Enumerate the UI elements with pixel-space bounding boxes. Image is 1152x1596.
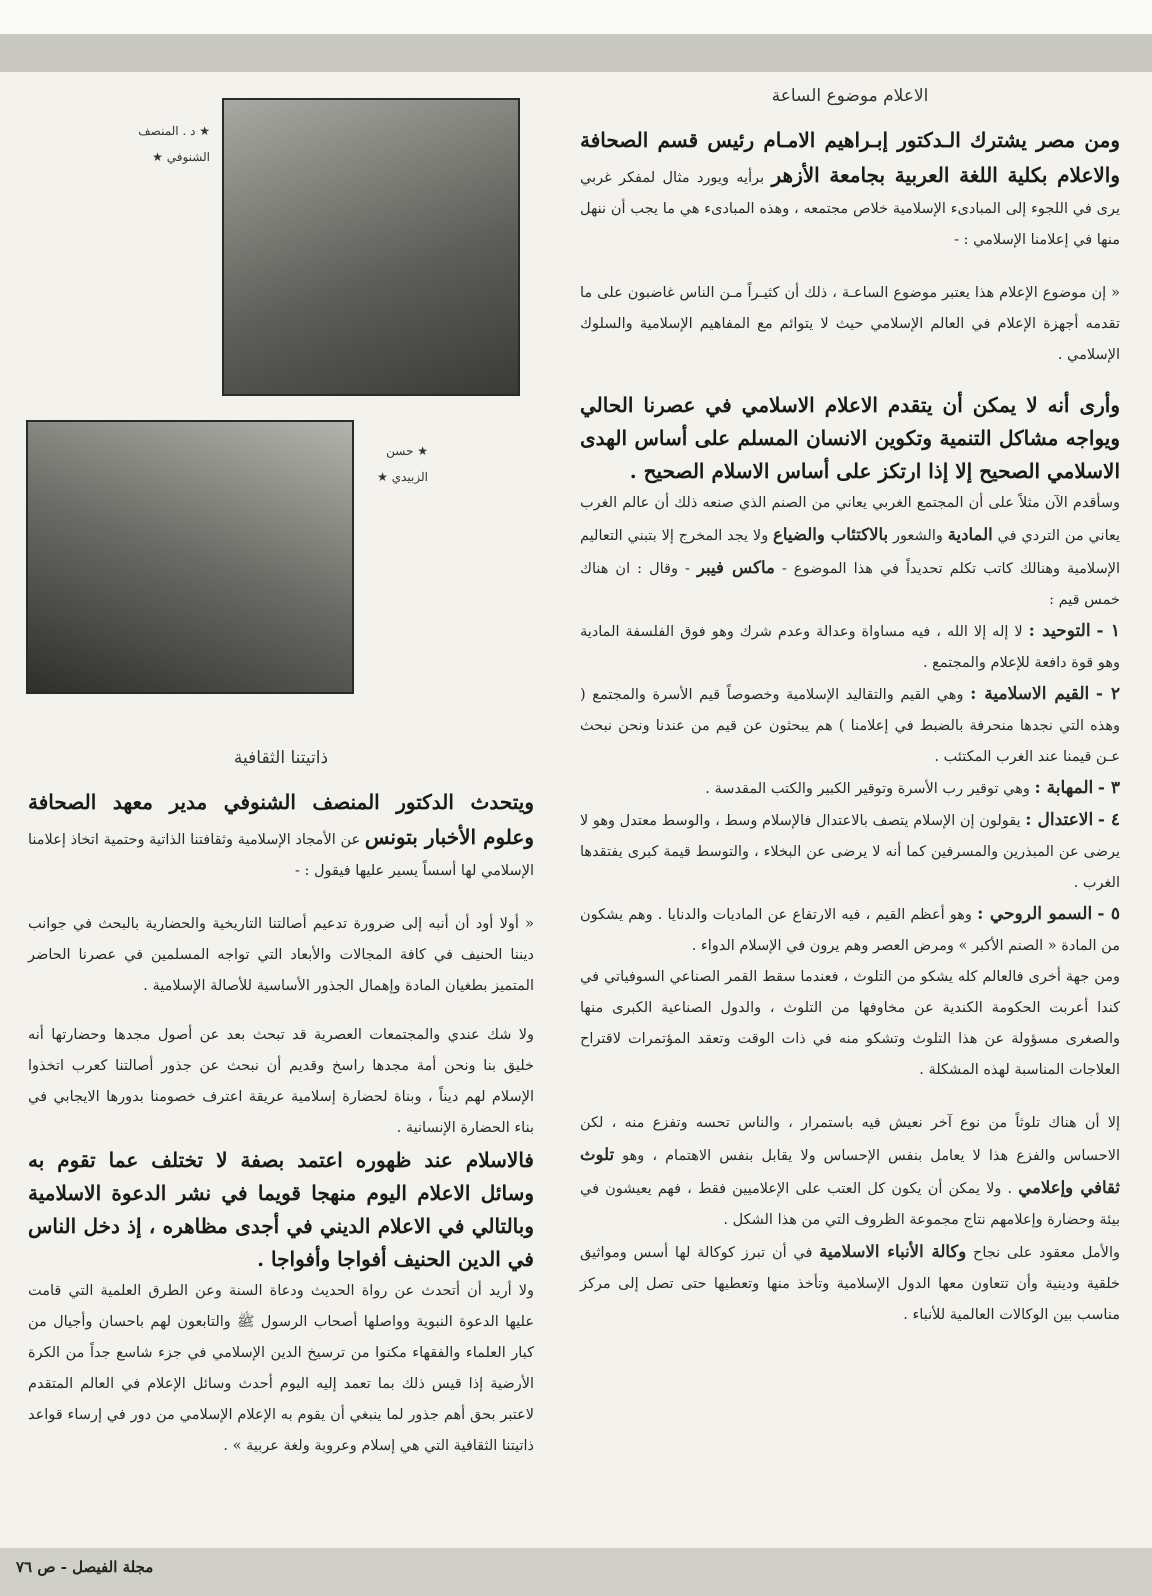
intro-paragraph bbox=[580, 124, 1120, 256]
caption-line: الزبيدي ★ bbox=[377, 470, 428, 484]
heritage-paragraph: ولا شك عندي والمجتمعات العصرية قد تبحث بعد عن أصول مجدها وحضارتها أنه خليق بنا ونحن أمة مجدها راسخ وقديم أن نبحث عن جذور أصالتنا كعرب اتخذوا الإسلام لهم ديناً ، وبناة لحضارة إسلامية عريقة اعترف خصومنا بدورها الايجابي في بناء الحضارة الإنسانية . bbox=[28, 1027, 534, 1136]
page-footer: مجلة الفيصل - ص ٧٦ bbox=[16, 1558, 154, 1576]
list-item bbox=[580, 679, 1120, 773]
bold-term: ماكس فيبر bbox=[696, 558, 775, 577]
portrait-photo-zubaidi bbox=[26, 420, 354, 694]
photo-caption-shanoufi bbox=[120, 118, 210, 170]
caption-line: ★ د . المنصف bbox=[138, 124, 210, 138]
item-number: ٣ - bbox=[1097, 778, 1120, 798]
news-agency-paragraph bbox=[580, 1236, 1120, 1331]
lead-text: ويتحدث الدكتور المنصف الشنوفي مدير معهد الصحافة وعلوم الأخبار بتونس bbox=[28, 790, 535, 849]
text-run: إلا أن هناك تلوثاً من نوع آخر نعيش فيه باستمرار ، والناس تحسه وتفزع منه ، لكن الاحساس والفزع هذا لا يعامل بنفس الإحساس ولا يقابل بنفس الاهتمام ، وهو bbox=[580, 1115, 1120, 1164]
item-key: القيم الاسلامية : bbox=[970, 684, 1090, 704]
text-run: والأمل معقود على نجاح bbox=[972, 1245, 1120, 1261]
photo-caption-zubaidi bbox=[358, 438, 428, 490]
closing-paragraph: ولا أريد أن أتحدث عن رواة الحديث ودعاة السنة وعن الطرق العلمية التي قامت عليها الدعوة النبوية وواصلها أصحاب الرسول ﷺ والتابعون لهم باحسان وأجيال من كبار العلماء والفقهاء مكنوا من ترسيخ الدين الإسلامي في جزء شاسع جداً من الكرة الأرضية إذا قيس ذلك بما تعمد إليه اليوم أحدث وسائل الإعلام في العالم المتقدم لاعتبر بحق أهم جذور لما ينبغي أن يقوم به الإعلام الإسلامي من دور في إرساء قواعد ذاتيتنا الثقافية التي هي إسلام وعروبة ولغة عربية » . bbox=[28, 1283, 534, 1454]
text-run: في أن تبرز كوكالة لها أسس ومواثيق خلقية ودينية وأن تتعاون معها الدول الإسلامية وتأخذ منها وتعطيها حتى تصل إلى مركز مناسب بين الوكالات العالمية للأنباء . bbox=[580, 1245, 1120, 1323]
portrait-photo-shanoufi bbox=[222, 98, 520, 396]
bold-term: وكالة الأنباء الاسلامية bbox=[819, 1242, 967, 1261]
intro-paragraph bbox=[28, 786, 534, 887]
quote-paragraph: « أولا أود أن أنبه إلى ضرورة تدعيم أصالتنا التاريخية والحضارية بالبحث في جوانب ديننا الحنيف في كافة المجالات والأبعاد التي تواجه المسلمين في عصرنا الحاضر المتميز بطغيان المادة وإهمال الجذور الأساسية للأصالة الإسلامية . bbox=[28, 916, 534, 994]
list-item bbox=[580, 805, 1120, 899]
list-item bbox=[580, 899, 1120, 962]
values-list bbox=[580, 616, 1120, 962]
caption-line: الشنوفي ★ bbox=[152, 150, 210, 164]
footer-band bbox=[0, 1548, 1152, 1596]
item-text: يقولون إن الإسلام يتصف بالاعتدال فالإسلام وسط ، والوسط معتدل وهو لا يرضى عن المبذرين والمسرفين كما أنه لا يرضى عن البخلاء ، والتوسط قيمة كبرى يفتقدها الغرب . bbox=[580, 813, 1120, 891]
item-key: التوحيد : bbox=[1028, 621, 1091, 641]
lead-paragraph: فالاسلام عند ظهوره اعتمد بصفة لا تختلف عما تقوم به وسائل الاعلام اليوم منهجا قويما في نشر الدعوة الاسلامية وبالتالي في الاعلام الديني في أجدى مظاهره ، إذ دخل الناس في الدين الحنيف أفواجا وأفواجا . bbox=[28, 1148, 534, 1271]
lead-text: ومن مصر يشترك الـدكتور إبـراهيم الامـام رئيس قسم الصحافة والاعلام بكلية اللغة العربية بجامعة الأزهر bbox=[580, 128, 1120, 187]
caption-line: ★ حسن bbox=[386, 444, 428, 458]
item-number: ١ - bbox=[1096, 621, 1121, 641]
item-text: وهي القيم والتقاليد الإسلامية وخصوصاً قيم الأسرة والمجتمع ( وهذه التي نجدها منحرفة بالضبط في إعلامنا ) هم يبحثون عن قيم من عندنا ونحن نبحث عـن قيمنا عند الغرب المكتئب . bbox=[580, 687, 1120, 765]
example-paragraph bbox=[580, 488, 1120, 616]
list-item bbox=[580, 616, 1120, 679]
pollution-paragraph: ومن جهة أخرى فالعالم كله يشكو من التلوث ، فعندما سقط القمر الصناعي السوفياتي في كندا أعربت الحكومة الكندية عن مخاوفها من التلوث ، والدول الصناعية الكبرى منها والصغرى مسؤولة عن هذا التلوث وتشكو منه في ذات الوقت وتعقد المؤتمرات لاقتراح العلاجات المناسبة لهذه المشكلة . bbox=[580, 969, 1120, 1078]
quote-paragraph: « إن موضوع الإعلام هذا يعتبر موضوع الساعـة ، ذلك أن كثيـراً مـن الناس غاضبون على ما تقدمه أجهزة الإعلام في العالم الإسلامي حيث لا يتوائم مع المفاهيم الإسلامية والسلوك الإسلامي . bbox=[580, 285, 1120, 363]
item-text: وهو أعظم القيم ، فيه الارتفاع عن الماديات والدنايا . وهم يشكون من المادة « الصنم الأكبر » ومرض العصر وهم يرون في الإسلام الدواء . bbox=[580, 907, 1120, 954]
section-title: الاعلام موضوع الساعة bbox=[771, 86, 929, 106]
bold-term: تلوث ثقافي وإعلامي bbox=[580, 1145, 1120, 1197]
intro-tail: برأيه ويورد مثال لمفكر غربي يرى في اللجوء إلى المبادىء الإسلامية خلاص مجتمعه ، وهذه المبادىء هي ما يجب أن ننهل منها في إعلامنا الإسلامي : - bbox=[580, 170, 1120, 248]
text-run: وسأقدم الآن مثلاً على أن المجتمع الغربي يعاني من الصنم الذي صنعه ذلك أن عالم الغرب يعاني من التردي في bbox=[580, 495, 1121, 544]
section-title: ذاتيتنا الثقافية bbox=[233, 748, 329, 768]
top-header-band bbox=[0, 0, 1152, 72]
text-run: والشعور bbox=[893, 528, 943, 544]
item-key: السمو الروحي : bbox=[977, 904, 1093, 924]
right-column bbox=[580, 86, 1120, 1331]
item-text: لا إله إلا الله ، فيه مساواة وعدالة وعدم شرك وهو فوق الفلسفة المادية وهو قوة دافعة للإعلام والمجتمع . bbox=[580, 624, 1120, 671]
bold-term: المادية bbox=[947, 525, 993, 544]
lead-paragraph: وأرى أنه لا يمكن أن يتقدم الاعلام الاسلامي في عصرنا الحالي ويواجه مشاكل التنمية وتكوين الانسان المسلم على أساس الهدى الاسلامي الصحيح إلا إذا ارتكز على أساس الاسلام الصحيح . bbox=[580, 393, 1120, 483]
left-column bbox=[28, 748, 534, 1462]
intro-tail: عن الأمجاد الإسلامية وثقافتنا الذاتية وحتمية اتخاذ إعلامنا الإسلامي لها أسساً يسير عليها فيقول : - bbox=[28, 832, 534, 879]
list-item bbox=[580, 773, 1120, 805]
cultural-pollution-paragraph bbox=[580, 1108, 1120, 1236]
bold-term: بالاكتئاب والضياع bbox=[773, 525, 889, 544]
text-run: ولا يجد المخرج إلا بتبني التعاليم الإسلامية وهنالك كاتب تكلم تحديداً في هذا الموضوع - bbox=[580, 528, 1121, 577]
item-number: ٥ - bbox=[1097, 904, 1121, 924]
item-text: وهي توقير رب الأسرة وتوقير الكبير والكتب المقدسة . bbox=[705, 781, 1030, 797]
item-number: ٤ - bbox=[1097, 810, 1121, 830]
text-run: - وقال : ان هناك خمس قيم : bbox=[580, 561, 1120, 608]
item-key: المهابة : bbox=[1034, 778, 1094, 798]
text-run: . ولا يمكن أن يكون كل العتب على الإعلاميين فقط ، فهم يعيشون في بيئة وحضارة وإعلامهم نتاج مجموعة الظروف التي من هذا الشكل . bbox=[580, 1181, 1120, 1228]
item-number: ٢ - bbox=[1095, 684, 1121, 704]
item-key: الاعتدال : bbox=[1025, 810, 1094, 830]
header-stripe bbox=[0, 34, 1152, 72]
